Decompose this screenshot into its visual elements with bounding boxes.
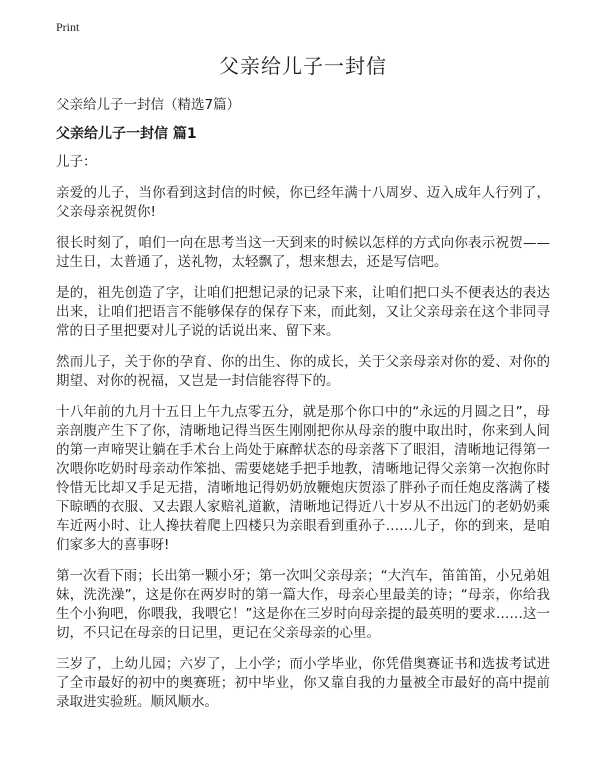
paragraph: 很长时刻了，咱们一向在思考当这一天到来的时候以怎样的方式向你表示祝贺——过生日，太普通了，送礼物，太轻飘了，想来想去，还是写信吧。 — [56, 235, 550, 270]
print-link[interactable]: Print — [56, 20, 80, 34]
letter-body — [56, 153, 550, 724]
paragraph: 十八年前的九月十五日上午九点零五分，就是那个你口中的“永远的月圆之日”，母亲剖腹产生下了你，清晰地记得当医生刚刚把你从母亲的腹中取出时，你来到人间的第一声啼哭让躺在手术台上尚处于麻醉状态的母亲落下了眼泪，清晰地记得第一次喂你吃奶时母亲动作笨拙、需要姥姥手把手地教，清晰地记得父亲第一次抱你时怜惜无比却又手足无措，清晰地记得奶奶放鞭炮庆贺添了胖孙子而任炮皮落满了楼下晾晒的衣服、又去跟人家赔礼道歉，清晰地记得近八十岁从不出远门的老奶奶乘车近两小时、让人搀扶着爬上四楼只为亲眼看到重孙子……儿子，你的到来，是咱们家多大的喜事呀! — [56, 404, 550, 553]
document-subtitle: 父亲给儿子一封信（精选7篇） — [56, 97, 241, 113]
page-title: 父亲给儿子一封信 — [219, 54, 387, 78]
paragraph: 三岁了，上幼儿园；六岁了，上小学；而小学毕业，你凭借奥赛证书和选拔考试进了全市最好的初中的奥赛班；初中毕业，你又靠自我的力量被全市最好的高中提前录取进实验班。顺风顺水。 — [56, 656, 550, 710]
paragraph: 第一次看下雨；长出第一颗小牙；第一次叫父亲母亲；“大汽车，笛笛笛，小兄弟姐妹，洗洗澡”，这是你在两岁时的第一篇大作，母亲心里最美的诗；“母亲，你给我生个小狗吧，你喂我，我喂它！”这是你在三岁时向母亲提的最英明的要求……这一切，不只记在母亲的日记里，更记在父亲母亲的心里。 — [56, 568, 550, 641]
paragraph: 然而儿子，关于你的孕育、你的出生、你的成长，关于父亲母亲对你的爱、对你的期望、对你的祝福，又岂是一封信能容得下的。 — [56, 354, 550, 389]
section-heading: 父亲给儿子一封信 篇1 — [56, 126, 197, 142]
letter-greeting: 儿子： — [56, 154, 97, 170]
paragraph: 是的，祖先创造了字，让咱们把想记录的记录下来，让咱们把口头不便表达的表达出来，让咱们把语言不能够保存的保存下来，而此刻，又让父亲母亲在这个非同寻常的日子里把要对儿子说的话说出来、留下来。 — [56, 285, 550, 339]
paragraph: 亲爱的儿子，当你看到这封信的时候，你已经年满十八周岁、迈入成年人行列了，父亲母亲祝贺你! — [56, 185, 550, 220]
